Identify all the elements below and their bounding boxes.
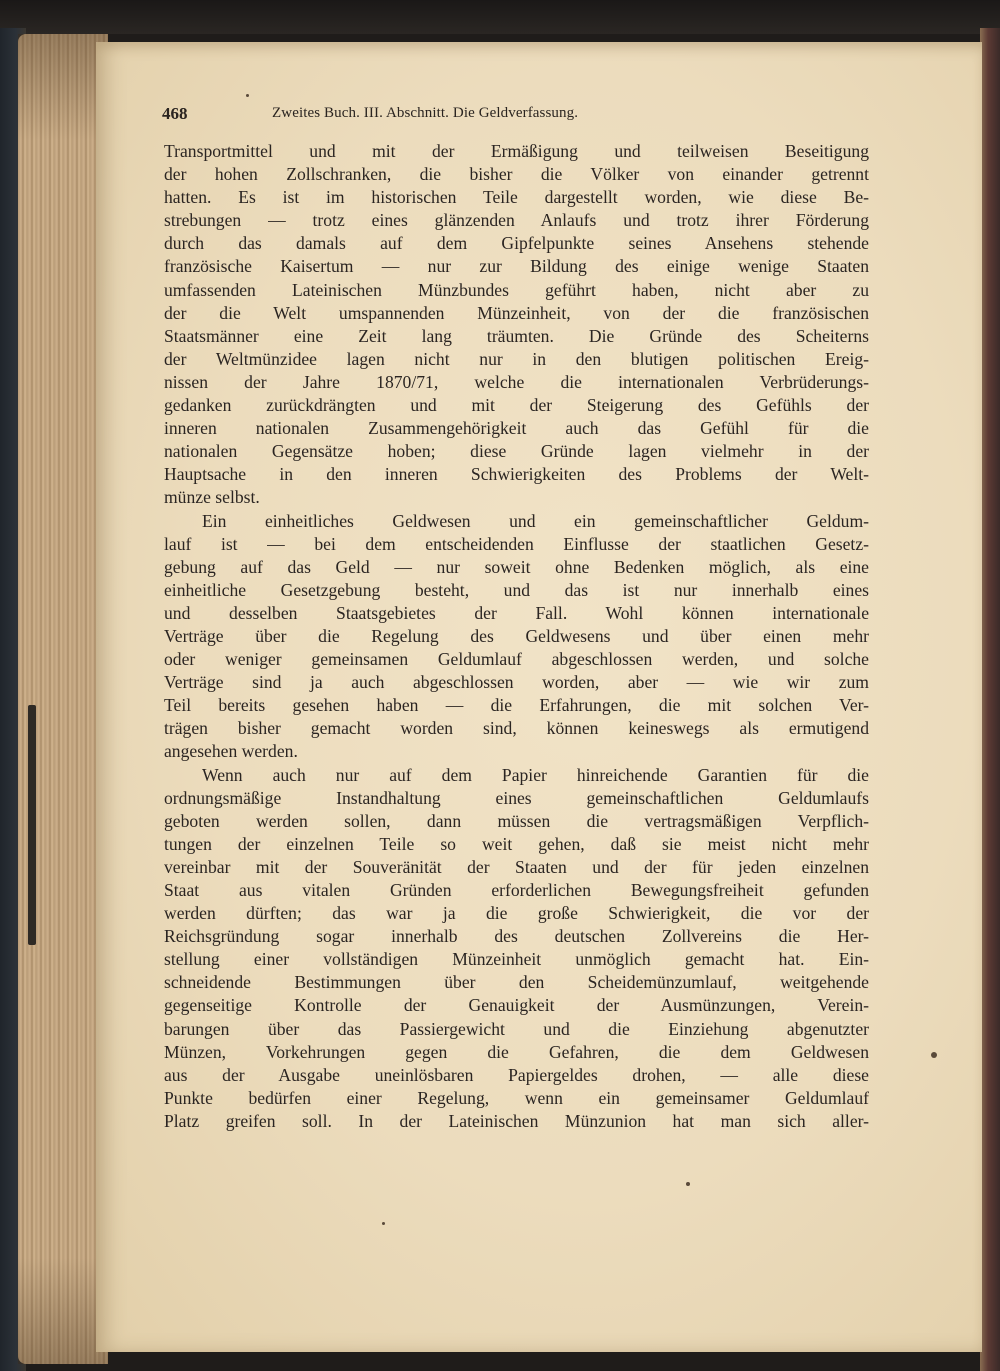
bookmark-tab bbox=[28, 705, 36, 945]
text-line: durch das damals auf dem Gipfelpunkte seines Ansehens stehende bbox=[164, 233, 869, 254]
text-line: tungen der einzelnen Teile so weit gehen, daß sie meist nicht mehr bbox=[164, 833, 869, 854]
text-line: Verträge über die Regelung des Geldwesens und über einen mehr bbox=[164, 625, 869, 646]
text-line: münze selbst. bbox=[164, 487, 260, 508]
text-line: der Weltmünzidee lagen nicht nur in den blutigen politischen Ereig- bbox=[164, 348, 869, 369]
text-line: trägen bisher gemacht worden sind, können keineswegs als ermutigend bbox=[164, 718, 869, 739]
text-line: vereinbar mit der Souveränität der Staaten und der für jeden einzelnen bbox=[164, 856, 869, 877]
text-line: aus der Ausgabe uneinlösbaren Papiergeldes drohen, — alle diese bbox=[164, 1064, 869, 1085]
text-line: gegenseitige Kontrolle der Genauigkeit der Ausmünzungen, Verein- bbox=[164, 995, 869, 1016]
scan-background-top bbox=[0, 0, 1000, 34]
paragraph-1 bbox=[164, 140, 869, 510]
text-line: ordnungsmäßige Instandhaltung eines gemeinschaftlichen Geldumlaufs bbox=[164, 787, 869, 808]
text-line: gedanken zurückdrängten und mit der Steigerung des Gefühls der bbox=[164, 395, 869, 416]
paper-speck bbox=[246, 94, 249, 97]
text-line: Münzen, Vorkehrungen gegen die Gefahren, die dem Geldwesen bbox=[164, 1041, 869, 1062]
text-line: Staat aus vitalen Gründen erforderlichen Bewegungsfreiheit gefunden bbox=[164, 880, 869, 900]
text-line: Teil bereits gesehen haben — die Erfahrungen, die mit solchen Ver- bbox=[164, 695, 869, 716]
text-line: stellung einer vollständigen Münzeinheit unmöglich gemacht hat. Ein- bbox=[164, 949, 869, 970]
text-line: gebung auf das Geld — nur soweit ohne Bedenken möglich, als eine bbox=[164, 556, 869, 577]
text-line: der hohen Zollschranken, die bisher die Völker von einander getrennt bbox=[164, 164, 869, 185]
text-line: werden dürften; das war ja die große Schwierigkeit, die vor der bbox=[164, 903, 869, 924]
text-line: oder weniger gemeinsamen Geldumlauf abgeschlossen werden, und solche bbox=[164, 649, 869, 670]
text-line: Verträge sind ja auch abgeschlossen worden, aber — wie wir zum bbox=[164, 672, 869, 693]
text-line: strebungen — trotz eines glänzenden Anlaufs und trotz ihrer Förderung bbox=[164, 210, 869, 231]
text-line: lauf ist — bei dem entscheidenden Einflusse der staatlichen Gesetz- bbox=[164, 533, 869, 554]
page-edges bbox=[18, 34, 108, 1364]
text-line: hatten. Es ist im historischen Teile dargestellt worden, wie diese Be- bbox=[164, 187, 869, 208]
text-line: französische Kaisertum — nur zur Bildung des einige wenige Staaten bbox=[164, 256, 869, 277]
page-header bbox=[162, 104, 872, 128]
book-spine-right bbox=[980, 28, 1000, 1371]
text-line: Staatsmänner eine Zeit lang träumten. Die Gründe des Scheiterns bbox=[164, 325, 869, 346]
text-line: Punkte bedürfen einer Regelung, wenn ein gemeinsamer Geldumlauf bbox=[164, 1087, 869, 1108]
paragraph-3 bbox=[164, 764, 869, 1134]
text-line: Platz greifen soll. In der Lateinischen Münzunion hat man sich aller- bbox=[164, 1110, 869, 1131]
text-line: Ein einheitliches Geldwesen und ein gemeinschaftlicher Geldum- bbox=[202, 510, 869, 531]
text-line: der die Welt umspannenden Münzeinheit, von der die französischen bbox=[164, 302, 869, 323]
paragraph-2 bbox=[164, 510, 869, 764]
text-line: Transportmittel und mit der Ermäßigung und teilweisen Beseitigung bbox=[164, 141, 869, 161]
paper-speck bbox=[686, 1182, 690, 1186]
text-line: und desselben Staatsgebietes der Fall. Wohl können internationale bbox=[164, 602, 869, 623]
text-line: Wenn auch nur auf dem Papier hinreichende Garantien für die bbox=[202, 764, 869, 785]
text-line: schneidende Bestimmungen über den Scheidemünzumlauf, weitgehende bbox=[164, 972, 869, 993]
text-line: Hauptsache in den inneren Schwierigkeiten des Problems der Welt- bbox=[164, 464, 869, 485]
text-line: nissen der Jahre 1870/71, welche die internationalen Verbrüderungs- bbox=[164, 371, 869, 392]
text-line: Reichsgründung sogar innerhalb des deutschen Zollvereins die Her- bbox=[164, 926, 869, 947]
text-line: barungen über das Passiergewicht und die Einziehung abgenutzter bbox=[164, 1018, 869, 1039]
text-line: umfassenden Lateinischen Münzbundes geführt haben, nicht aber zu bbox=[164, 279, 869, 300]
running-title: Zweites Buch. III. Abschnitt. Die Geldverfassung. bbox=[272, 105, 579, 121]
text-line: nationalen Gegensätze hoben; diese Gründe lagen vielmehr in der bbox=[164, 441, 869, 462]
page-number: 468 bbox=[162, 104, 188, 123]
text-line: angesehen werden. bbox=[164, 741, 298, 762]
paper-speck bbox=[382, 1222, 385, 1225]
paper-speck bbox=[931, 1052, 937, 1058]
body-text bbox=[164, 140, 869, 1133]
text-line: einheitliche Gesetzgebung besteht, und das ist nur innerhalb eines bbox=[164, 579, 869, 600]
text-line: geboten werden sollen, dann müssen die vertragsmäßigen Verpflich- bbox=[164, 810, 869, 831]
text-line: inneren nationalen Zusammengehörigkeit auch das Gefühl für die bbox=[164, 418, 869, 439]
